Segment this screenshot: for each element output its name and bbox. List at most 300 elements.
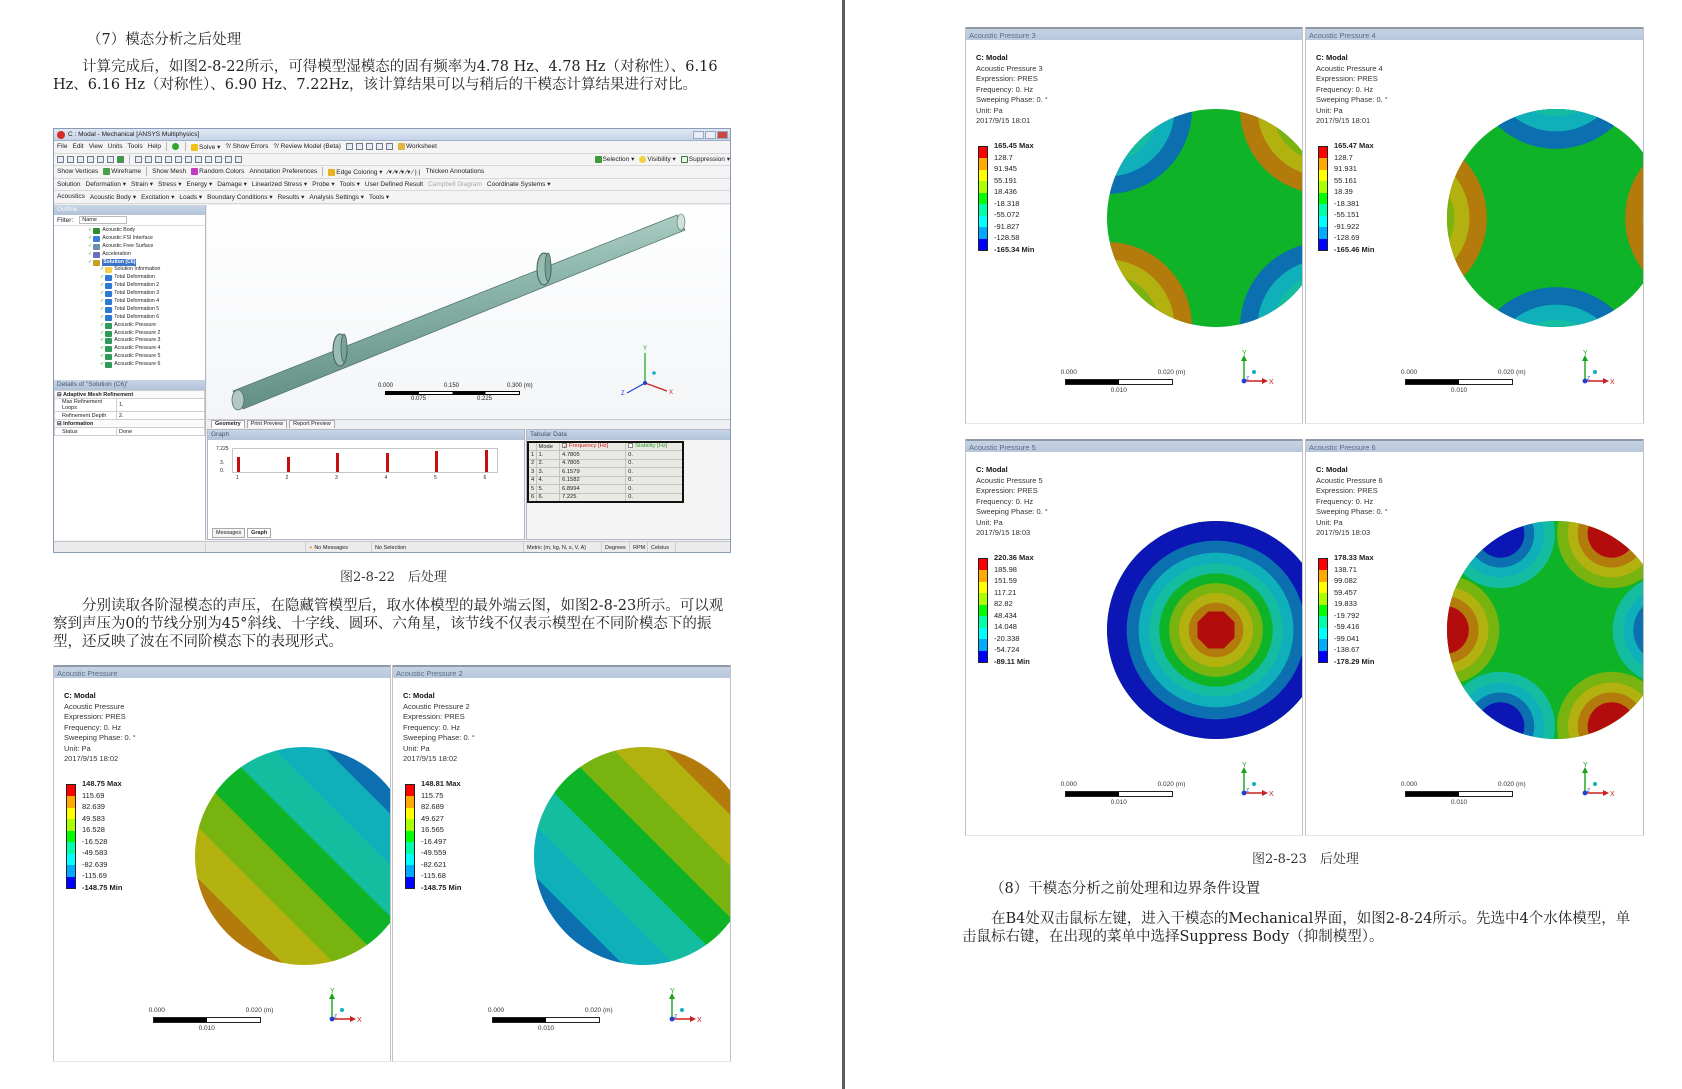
legend-label: 16.565 xyxy=(421,825,444,834)
pipe-model-3d xyxy=(207,205,731,419)
legend-label: -165.34 Min xyxy=(994,244,1035,254)
acoustic-tools-button[interactable]: Tools ▾ xyxy=(368,193,390,201)
scale-right-label: 0.020 (m) xyxy=(1497,781,1526,788)
collapse-icon[interactable]: ⊟ xyxy=(57,420,64,427)
analysis-settings-button[interactable]: Analysis Settings ▾ xyxy=(309,193,364,201)
table-row[interactable] xyxy=(528,451,683,460)
legend-label: -138.67 xyxy=(1334,645,1360,654)
deformation-button[interactable]: Deformation ▾ xyxy=(85,181,126,189)
lightning-icon xyxy=(191,144,198,151)
details-row[interactable] xyxy=(55,399,205,412)
table-row[interactable] xyxy=(528,493,683,502)
scale-right-label: 0.020 (m) xyxy=(1497,369,1526,376)
table-row[interactable] xyxy=(528,476,683,485)
damage-button[interactable]: Damage ▾ xyxy=(217,181,247,189)
frequency-checkbox[interactable]: ✓ xyxy=(563,444,568,451)
result-phase: Sweeping Phase: 0. ° xyxy=(64,733,136,742)
outline-node-label: Total Deformation 3 xyxy=(114,290,160,297)
table-cell: 6.8994 xyxy=(560,485,626,494)
status-units[interactable]: Metric (m, kg, N, s, V, A) xyxy=(524,542,602,553)
result-name: Acoustic Pressure 2 xyxy=(403,701,470,711)
solution-toolbar xyxy=(54,179,730,192)
graph-header: Graph xyxy=(208,430,524,440)
scale-mid-label: 0.010 xyxy=(198,1025,215,1032)
result-expression: Expression: PRES xyxy=(64,712,126,721)
outline-node-label: Acoustic Pressure xyxy=(114,321,157,328)
scale-bar xyxy=(1401,369,1561,399)
tree-node-icon xyxy=(105,338,112,344)
status-temperature[interactable]: Celsius xyxy=(648,542,676,553)
outline-node-label: Acoustic Pressure 3 xyxy=(114,337,161,344)
collapse-icon[interactable]: ⊟ xyxy=(57,391,63,398)
tab-graph[interactable]: Graph xyxy=(247,528,271,538)
viewport-tabs xyxy=(207,419,731,428)
tab-print-preview[interactable]: Print Preview xyxy=(247,420,287,428)
scale-left-label: 0.000 xyxy=(487,1007,505,1014)
outline-node-label: Total Deformation 6 xyxy=(114,313,160,320)
menu-edit[interactable]: Edit xyxy=(72,143,84,151)
scale-left-label: 0.000 xyxy=(148,1007,165,1014)
table-cell: 0. xyxy=(626,459,683,468)
analysis-title: C: Modal xyxy=(403,691,435,700)
acoustic-pressure-result-panel xyxy=(1305,439,1644,836)
outline-node[interactable] xyxy=(54,361,205,369)
maximize-button[interactable] xyxy=(705,131,716,139)
result-unit: Unit: Pa xyxy=(1316,517,1343,527)
menu-tools[interactable]: Tools xyxy=(127,143,143,151)
pressure-contour-disc xyxy=(1107,109,1303,327)
status-check-icon: ✓ xyxy=(100,329,105,336)
table-row[interactable] xyxy=(528,468,683,477)
tree-node-icon xyxy=(105,283,112,289)
loads-button[interactable]: Loads ▾ xyxy=(179,193,203,201)
outline-node-label: Solution (C6) xyxy=(103,258,136,265)
legend-label: 148.81 Max xyxy=(421,779,461,788)
svg-text:X: X xyxy=(1610,379,1615,386)
legend-label: 49.583 xyxy=(82,813,105,823)
results-button[interactable]: Results ▾ xyxy=(277,193,305,201)
result-phase: Sweeping Phase: 0. ° xyxy=(403,733,475,742)
outline-node[interactable] xyxy=(54,298,205,306)
worksheet-icon xyxy=(398,143,405,150)
menu-bar xyxy=(54,141,730,154)
acoustics-toolbar xyxy=(54,191,730,204)
table-row[interactable] xyxy=(528,459,683,468)
legend-label: -115.68 xyxy=(421,871,446,880)
legend-label: -178.29 Min xyxy=(1334,656,1375,666)
edge-coloring-button[interactable]: Edge Coloring ▾ xyxy=(328,168,382,176)
outline-node-label: Acceleration xyxy=(102,250,131,257)
result-info xyxy=(1316,53,1388,127)
svg-text:Y: Y xyxy=(330,988,336,995)
legend-label: 185.98 xyxy=(994,564,1017,574)
filter-label: Filter: xyxy=(57,216,74,224)
tree-node-icon xyxy=(105,267,112,273)
table-cell: 0. xyxy=(626,493,683,502)
legend-color-bar xyxy=(1318,558,1328,663)
outline-node[interactable] xyxy=(54,266,205,274)
frequency-bar-chart xyxy=(232,448,498,473)
menu-file[interactable]: File xyxy=(57,143,68,151)
close-button[interactable] xyxy=(717,131,728,139)
tree-node-icon xyxy=(105,354,112,360)
wireframe-button[interactable]: Wireframe xyxy=(103,168,141,175)
legend-label: 48.434 xyxy=(994,610,1017,620)
probe-button[interactable]: Probe ▾ xyxy=(312,181,335,189)
minimize-button[interactable] xyxy=(693,131,704,139)
tree-node-icon xyxy=(93,252,100,258)
toolbar-icon-strip xyxy=(346,143,393,150)
tools-button[interactable]: Tools ▾ xyxy=(339,181,360,189)
edge-options-icons[interactable]: ⁄▾ ⁄▾ ⁄▾ ⁄▾ ⁄ |·| xyxy=(387,168,421,176)
menu-help[interactable]: Help xyxy=(147,143,162,151)
selection-button[interactable]: Selection ▾ xyxy=(595,155,635,163)
view-navigation-icons[interactable] xyxy=(135,156,242,163)
tab-geometry[interactable]: Geometry xyxy=(211,420,245,428)
coordinate-triad-icon xyxy=(1577,347,1617,389)
boundary-conditions-button[interactable]: Boundary Conditions ▾ xyxy=(207,193,273,201)
graph-xtick: 2 xyxy=(285,475,289,481)
outline-node[interactable] xyxy=(54,274,205,282)
graph-panel xyxy=(207,429,525,540)
svg-text:Y: Y xyxy=(1242,350,1248,357)
details-key: Refinement Depth xyxy=(55,412,117,420)
coordinate-triad-icon xyxy=(1236,347,1276,389)
review-model-button[interactable]: ?/ Review Model (Beta) xyxy=(273,143,341,151)
table-cell: 3 xyxy=(528,468,536,477)
stability-checkbox[interactable] xyxy=(628,443,633,448)
status-check-icon: ✓ xyxy=(100,282,105,289)
frequency-bar xyxy=(237,457,240,472)
svg-text:Z: Z xyxy=(674,1014,678,1020)
outline-node[interactable] xyxy=(54,353,205,361)
strain-button[interactable]: Strain ▾ xyxy=(130,181,154,189)
outline-node[interactable] xyxy=(54,282,205,290)
table-cell: 5. xyxy=(536,485,560,494)
display-toolbar xyxy=(54,166,730,179)
outline-node[interactable] xyxy=(54,227,205,235)
pressure-contour-disc xyxy=(195,747,391,965)
random-colors-button[interactable]: Random Colors xyxy=(191,168,244,175)
legend-label: -91.922 xyxy=(1334,221,1360,231)
details-row[interactable] xyxy=(55,428,205,436)
outline-node[interactable] xyxy=(54,322,205,330)
outline-node-label: Total Deformation 2 xyxy=(114,282,160,289)
legend-label: -55.072 xyxy=(994,210,1020,219)
coordinate-systems-button[interactable]: Coordinate Systems ▾ xyxy=(486,181,551,189)
legend-color-bar xyxy=(978,558,988,663)
legend-label: 55.161 xyxy=(1334,175,1357,185)
frequency-bar xyxy=(435,451,438,472)
viewport-scale-300: 0.300 (m) xyxy=(507,383,533,389)
col-stability[interactable]: Stability [Hz] xyxy=(626,442,683,451)
viewport-scale-225: 0.225 xyxy=(477,396,493,402)
graph-ytick-zero: 0. xyxy=(220,468,225,474)
pressure-contour-disc xyxy=(1107,521,1303,739)
suppression-icon xyxy=(681,156,688,163)
excitation-button[interactable]: Excitation ▾ xyxy=(141,193,175,201)
svg-text:X: X xyxy=(1269,379,1275,386)
tree-node-icon xyxy=(105,299,112,305)
tree-node-icon xyxy=(93,244,100,250)
menu-units[interactable]: Units xyxy=(107,143,123,151)
status-check-icon: ✓ xyxy=(100,266,105,273)
outline-node[interactable] xyxy=(54,251,205,259)
col-frequency[interactable]: ✓Frequency [Hz] xyxy=(560,442,626,451)
table-cell: 4.7805 xyxy=(560,459,626,468)
annotation-preferences-button[interactable]: Annotation Preferences xyxy=(249,168,318,176)
status-check-icon: ✓ xyxy=(88,242,93,249)
suppression-button[interactable]: Suppression ▾ xyxy=(681,155,730,163)
result-unit: Unit: Pa xyxy=(976,517,1003,527)
result-unit: Unit: Pa xyxy=(1316,105,1343,115)
result-expression: Expression: PRES xyxy=(403,712,465,721)
campbell-diagram-button: Campbell Diagram xyxy=(428,180,482,188)
panel-header: Acoustic Pressure 4 xyxy=(1306,27,1643,40)
viewport-scale-bar xyxy=(385,391,520,395)
tab-report-preview[interactable]: Report Preview xyxy=(289,420,335,428)
graphics-toolbar xyxy=(54,154,730,167)
result-phase: Sweeping Phase: 0. ° xyxy=(1316,507,1388,516)
details-value[interactable]: Done xyxy=(117,428,205,436)
tree-node-icon xyxy=(105,291,112,297)
scale-mid-label: 0.010 xyxy=(1450,799,1468,806)
svg-text:Z: Z xyxy=(621,391,625,397)
svg-text:Y: Y xyxy=(1583,350,1588,357)
status-check-icon: ✓ xyxy=(88,250,93,257)
legend-label: 99.082 xyxy=(1334,576,1357,585)
show-errors-button[interactable]: ?/ Show Errors xyxy=(225,143,269,151)
details-header: Details of "Solution (C6)" xyxy=(54,380,205,390)
details-group[interactable] xyxy=(55,391,205,399)
table-row[interactable] xyxy=(528,485,683,494)
details-row[interactable] xyxy=(55,412,205,420)
legend-label: 128.7 xyxy=(994,152,1013,162)
svg-text:Y: Y xyxy=(670,988,675,995)
legend-label: -115.69 xyxy=(82,871,107,880)
graph-xtick: 6 xyxy=(483,475,487,481)
status-angle[interactable]: Degrees xyxy=(602,542,630,553)
table-cell: 1. xyxy=(536,451,560,460)
coordinate-triad-icon xyxy=(324,985,364,1027)
graph-xtick: 5 xyxy=(434,475,437,481)
energy-button[interactable]: Energy ▾ xyxy=(186,181,213,189)
legend-label: 82.639 xyxy=(82,802,105,811)
svg-text:Y: Y xyxy=(643,346,648,352)
status-check-icon: ✓ xyxy=(100,313,105,320)
result-info xyxy=(403,691,475,765)
result-timestamp: 2017/9/15 18:02 xyxy=(64,754,119,763)
result-info xyxy=(976,465,1048,539)
legend-label: 115.75 xyxy=(421,790,444,800)
svg-text:Z: Z xyxy=(1246,788,1250,794)
outline-node-label: Total Deformation xyxy=(114,274,155,281)
details-group-label: Adaptive Mesh Refinement xyxy=(62,391,134,398)
analysis-title: C: Modal xyxy=(976,465,1008,474)
scale-left-label: 0.000 xyxy=(1400,369,1418,376)
frequency-bar xyxy=(485,450,488,472)
status-check-icon: ✓ xyxy=(100,290,105,297)
analysis-title: C: Modal xyxy=(976,53,1008,62)
legend-label: 19.833 xyxy=(1334,599,1357,608)
coordinate-triad-icon xyxy=(664,985,704,1027)
section-8-heading: （8）干模态分析之前处理和边界条件设置 xyxy=(990,881,1261,897)
scale-bar xyxy=(1061,369,1221,399)
paragraph-acoustic-pressure: 分别读取各阶湿模态的声压，在隐藏管模型后，取水体模型的最外端云图，如图2-8-23所示。可以观察到声压为0的节线分别为45°斜线、十字线、圆环、六角星，该节线不仅表示模型在不同阶模态下的振型，还反映了波在不同阶模态下的表现形式。 xyxy=(53,598,724,650)
table-cell: 2 xyxy=(528,459,536,468)
figure-2-8-22-caption: 图2-8-22 后处理 xyxy=(340,570,447,585)
linearized-stress-button[interactable]: Linearized Stress ▾ xyxy=(251,181,308,189)
outline-node-label: Acoustic Pressure 6 xyxy=(114,361,161,368)
acoustic-pressure-result-panel xyxy=(965,439,1303,836)
outline-node[interactable] xyxy=(54,330,205,338)
table-cell: 2. xyxy=(536,459,560,468)
result-name: Acoustic Pressure 4 xyxy=(1316,63,1383,73)
svg-text:X: X xyxy=(697,1017,702,1024)
outline-panel xyxy=(54,205,206,380)
result-name: Acoustic Pressure 5 xyxy=(976,475,1043,485)
table-cell: 6 xyxy=(528,493,536,502)
details-key: Max Refinement Loops xyxy=(55,399,117,412)
graphics-viewport[interactable] xyxy=(207,205,731,419)
result-timestamp: 2017/9/15 18:03 xyxy=(976,528,1031,537)
legend-label: -91.827 xyxy=(994,221,1020,231)
outline-node-label: Acoustic FSI Interface xyxy=(102,234,153,241)
table-cell: 4.7805 xyxy=(560,451,626,460)
status-messages[interactable]: No Messages xyxy=(314,544,348,551)
coordinate-triad-icon xyxy=(1577,759,1617,801)
stress-button[interactable]: Stress ▾ xyxy=(158,181,182,189)
table-cell: 4. xyxy=(536,476,560,485)
outline-node[interactable] xyxy=(54,259,205,267)
worksheet-button[interactable]: Worksheet xyxy=(398,143,437,150)
section-7-heading: （7）模态分析之后处理 xyxy=(87,32,242,48)
result-expression: Expression: PRES xyxy=(1316,486,1378,495)
outline-node[interactable] xyxy=(54,314,205,322)
analysis-title: C: Modal xyxy=(1316,465,1348,474)
svg-text:X: X xyxy=(1269,791,1275,798)
table-cell: 7.225 xyxy=(560,493,626,502)
result-expression: Expression: PRES xyxy=(976,74,1038,83)
thicken-annotations-button[interactable]: Thicken Annotations xyxy=(425,168,485,176)
legend-label: 148.75 Max xyxy=(82,779,122,788)
result-phase: Sweeping Phase: 0. ° xyxy=(976,95,1048,104)
svg-text:Z: Z xyxy=(1246,376,1250,382)
outline-node[interactable] xyxy=(54,290,205,298)
visibility-button[interactable]: Visibility ▾ xyxy=(639,155,675,163)
acoustic-pressure-result-panel xyxy=(392,665,731,1062)
legend-label: -16.497 xyxy=(421,836,447,846)
legend-label: -148.75 Min xyxy=(82,882,123,892)
legend-label: 138.71 xyxy=(1334,564,1357,574)
random-colors-icon xyxy=(191,168,198,175)
acoustic-pressure-result-panel xyxy=(965,27,1303,424)
table-cell: 6. xyxy=(536,493,560,502)
legend-label: -55.151 xyxy=(1334,210,1360,219)
details-panel xyxy=(54,380,206,540)
legend-label: 49.627 xyxy=(421,813,444,823)
table-cell: 0. xyxy=(626,451,683,460)
viewport-scale-150: 0.150 xyxy=(444,383,460,389)
legend-color-bar xyxy=(405,784,415,889)
svg-text:Z: Z xyxy=(1587,376,1591,382)
legend-label: -49.559 xyxy=(421,848,447,857)
filter-select[interactable]: Name xyxy=(79,216,127,224)
legend-label: 91.945 xyxy=(994,164,1017,173)
legend-label: 178.33 Max xyxy=(1334,553,1374,562)
graph-ytick-max: 7.225 xyxy=(216,446,229,452)
legend-label: 165.45 Max xyxy=(994,141,1034,150)
tab-messages[interactable]: Messages xyxy=(212,528,245,538)
outline-node[interactable] xyxy=(54,235,205,243)
legend-label: 14.048 xyxy=(994,622,1017,631)
legend-label: -54.724 xyxy=(994,645,1020,654)
svg-text:Y: Y xyxy=(1242,762,1248,769)
legend-label: -148.75 Min xyxy=(421,882,462,892)
outline-node[interactable] xyxy=(54,243,205,251)
legend-label: -89.11 Min xyxy=(994,656,1030,666)
figure-2-8-23-caption: 图2-8-23 后处理 xyxy=(1252,852,1359,867)
tree-node-icon xyxy=(93,228,100,234)
result-phase: Sweeping Phase: 0. ° xyxy=(1316,95,1388,104)
tree-node-icon xyxy=(105,323,112,329)
solve-button[interactable]: Solve ▾ xyxy=(191,143,220,151)
analysis-title: C: Modal xyxy=(64,691,96,700)
scale-right-label: 0.020 (m) xyxy=(1157,369,1186,376)
select-mode-icons[interactable] xyxy=(57,156,124,163)
scale-right-label: 0.020 (m) xyxy=(1157,781,1186,788)
acoustic-pressure-result-panel xyxy=(53,665,391,1062)
scale-mid-label: 0.010 xyxy=(1110,799,1127,806)
user-defined-result-button[interactable]: User Defined Result xyxy=(364,180,424,188)
outline-node[interactable] xyxy=(54,337,205,345)
check-icon[interactable] xyxy=(172,143,179,150)
outline-header: Outline xyxy=(54,205,205,215)
show-vertices-button[interactable]: Show Vertices xyxy=(57,168,99,176)
result-name: Acoustic Pressure 3 xyxy=(976,63,1043,73)
legend-label: 165.47 Max xyxy=(1334,141,1374,150)
acoustic-pressure-result-panel xyxy=(1305,27,1644,424)
legend-label: 18.39 xyxy=(1334,187,1353,196)
solution-label: Solution xyxy=(57,180,81,188)
outline-node[interactable] xyxy=(54,345,205,353)
svg-text:X: X xyxy=(669,390,674,396)
menu-view[interactable]: View xyxy=(88,143,103,151)
acoustic-body-button[interactable]: Acoustic Body ▾ xyxy=(89,193,137,201)
table-cell: 0. xyxy=(626,485,683,494)
details-group[interactable] xyxy=(55,420,205,428)
graph-xtick: 3 xyxy=(335,475,338,481)
table-cell: 1 xyxy=(528,451,536,460)
show-mesh-button[interactable]: Show Mesh xyxy=(152,168,187,176)
frequency-bar xyxy=(336,453,339,472)
tree-node-icon xyxy=(93,260,100,266)
status-rpm[interactable]: RPM xyxy=(630,542,648,553)
tree-node-icon xyxy=(105,275,112,281)
tree-node-icon xyxy=(105,362,112,368)
result-timestamp: 2017/9/15 18:02 xyxy=(403,754,458,763)
svg-text:Y: Y xyxy=(1583,762,1588,769)
result-info xyxy=(976,53,1048,127)
details-value[interactable]: 2. xyxy=(117,412,205,420)
tree-node-icon xyxy=(105,307,112,313)
status-check-icon: ✓ xyxy=(100,298,105,305)
legend-label: 82.82 xyxy=(994,599,1013,608)
details-value[interactable]: 1. xyxy=(117,399,205,412)
details-table xyxy=(54,390,205,436)
graph-xtick: 4 xyxy=(384,475,388,481)
outline-node[interactable] xyxy=(54,306,205,314)
